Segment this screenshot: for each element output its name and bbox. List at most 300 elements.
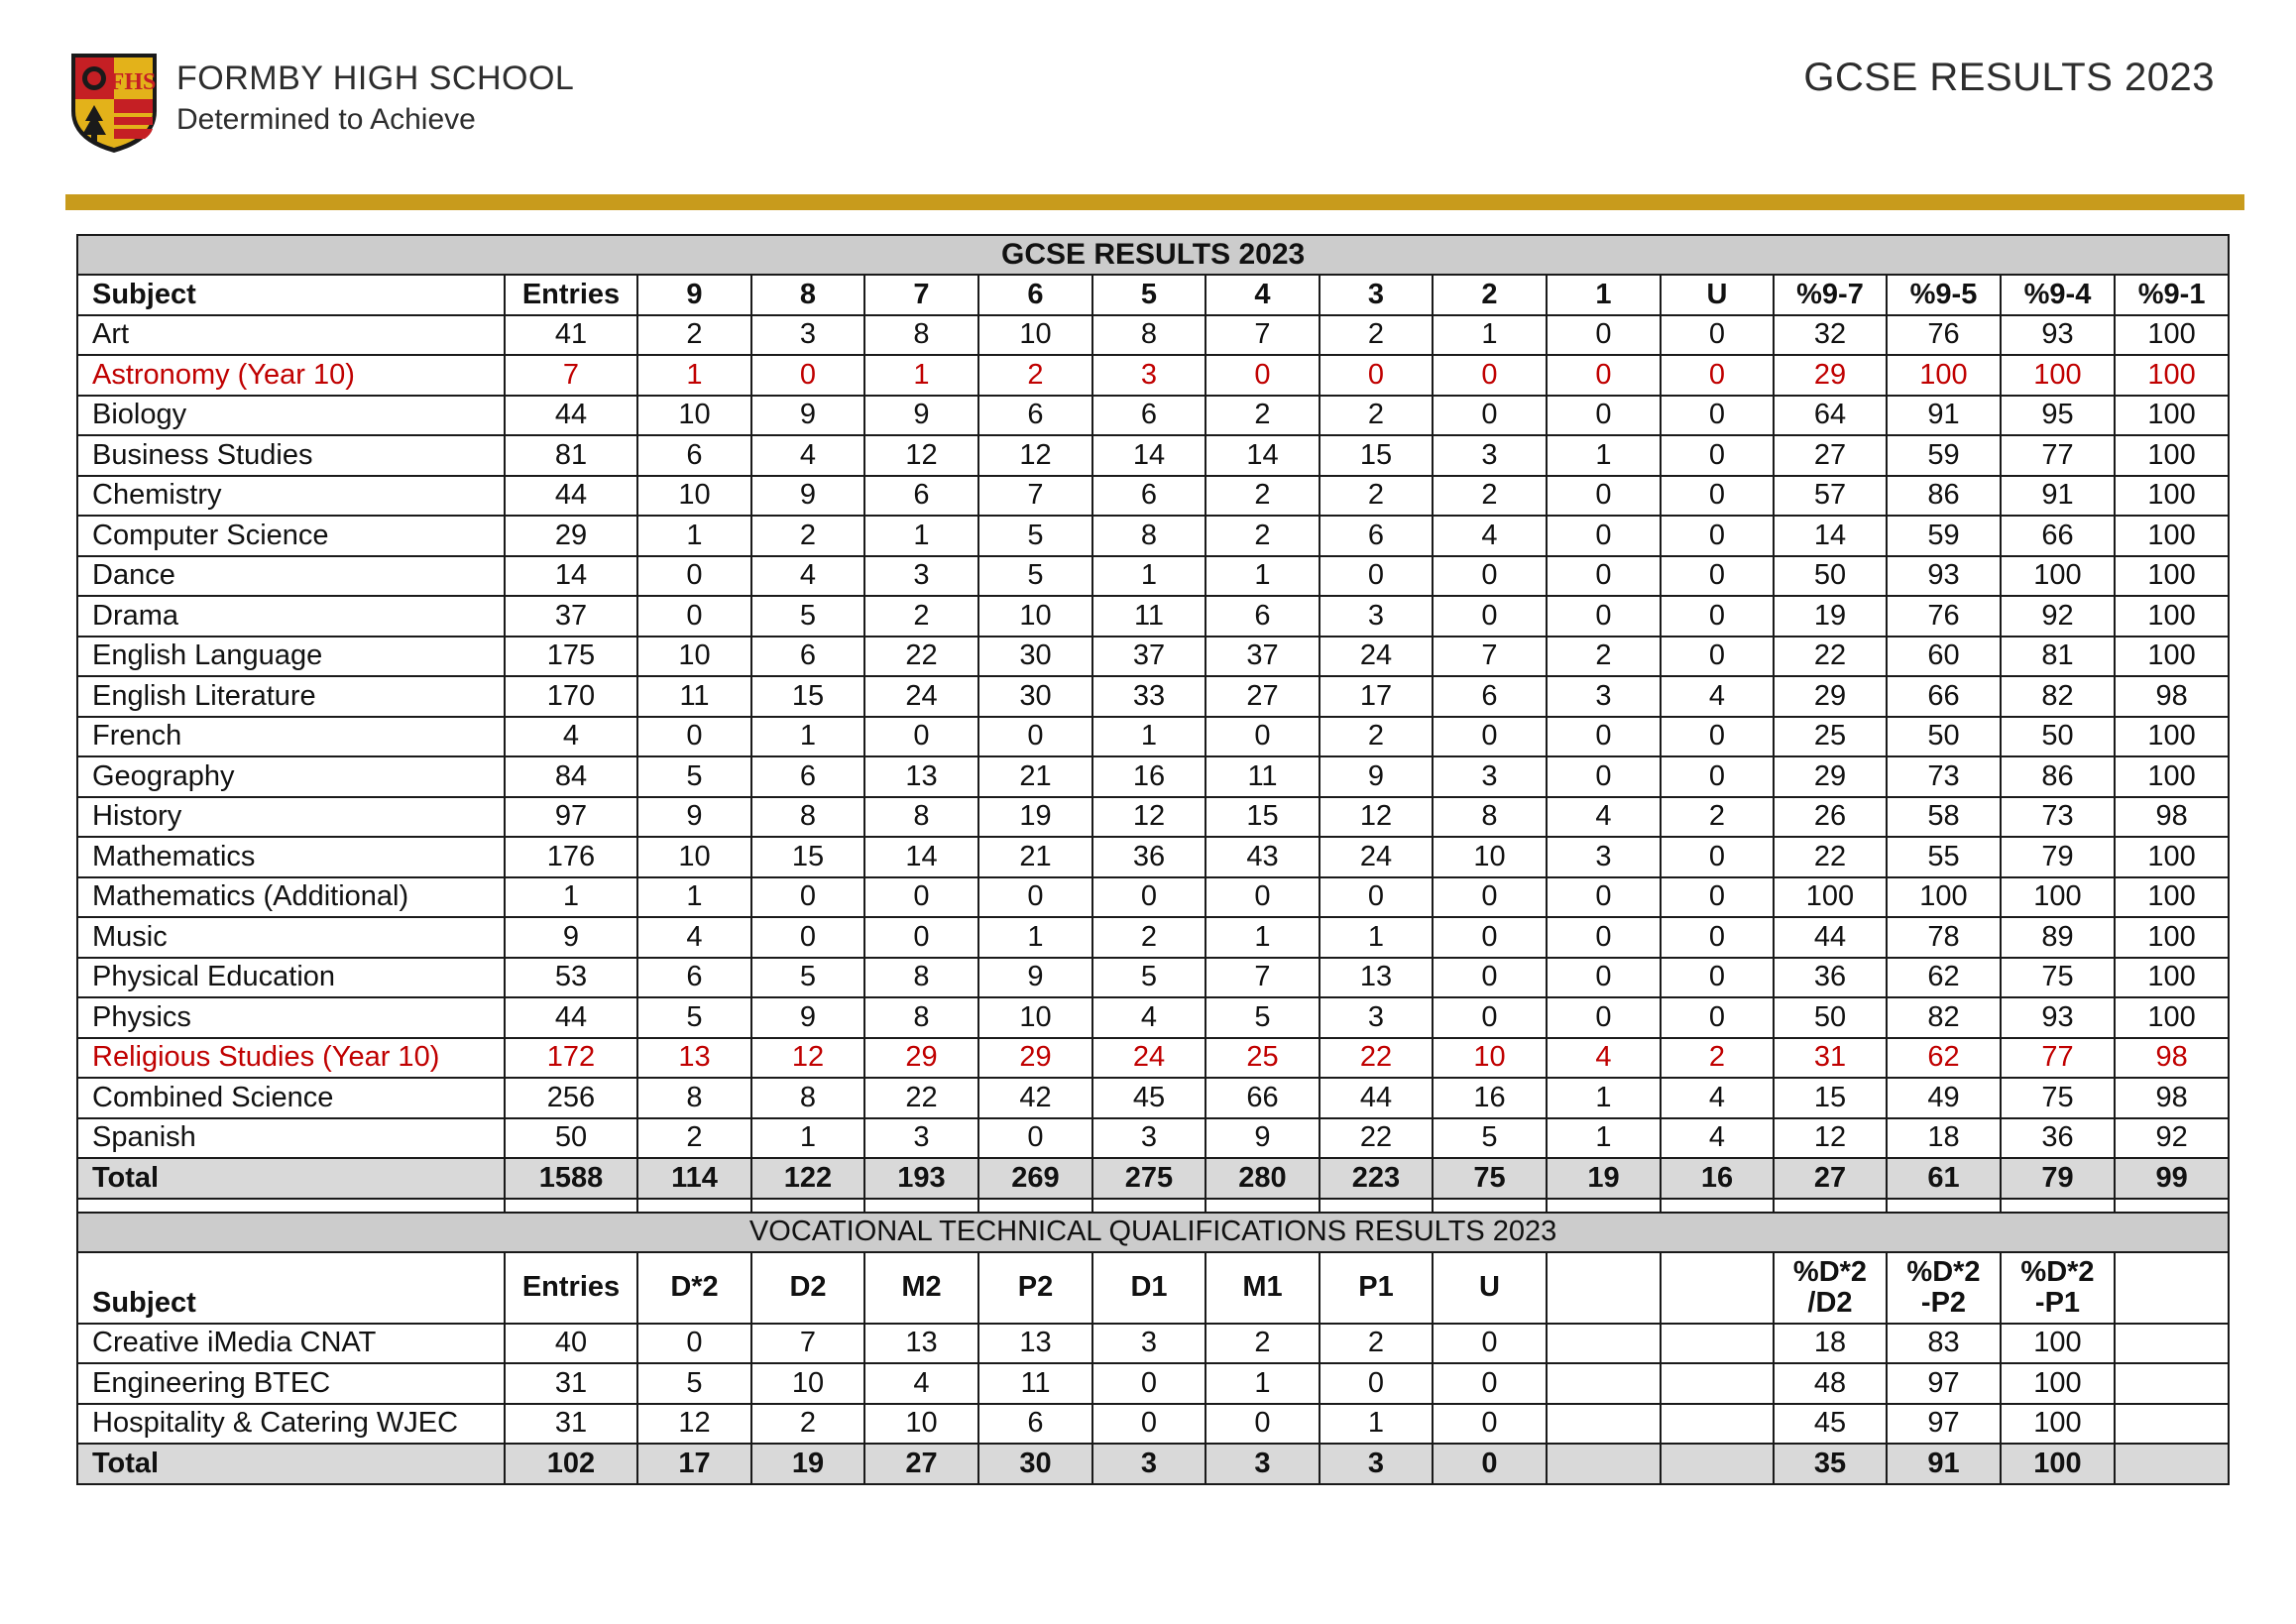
value-cell: 50 <box>1774 556 1887 597</box>
value-cell: 9 <box>505 917 637 958</box>
total-label: Total <box>77 1158 505 1199</box>
table-row <box>77 837 2229 877</box>
school-name: FORMBY HIGH SCHOOL <box>176 59 575 97</box>
subject-cell: Engineering BTEC <box>77 1363 505 1404</box>
value-cell: 8 <box>751 797 864 838</box>
value-cell: 5 <box>637 756 751 797</box>
value-cell: 21 <box>978 837 1092 877</box>
value-cell: 22 <box>1774 637 1887 677</box>
value-cell: 24 <box>1320 637 1433 677</box>
column-header <box>1661 1252 1774 1324</box>
value-cell: 57 <box>1774 476 1887 517</box>
value-cell: 1 <box>864 355 978 396</box>
total-cell: 102 <box>505 1444 637 1484</box>
value-cell: 37 <box>505 596 637 637</box>
table-row <box>77 917 2229 958</box>
value-cell: 0 <box>637 556 751 597</box>
vocational-banner: VOCATIONAL TECHNICAL QUALIFICATIONS RESULTS 2023 <box>77 1213 2229 1252</box>
value-cell: 26 <box>1774 797 1887 838</box>
total-cell: 275 <box>1092 1158 1205 1199</box>
column-header: %9-7 <box>1774 275 1887 315</box>
spacer-cell <box>864 1199 978 1213</box>
value-cell <box>2115 1404 2229 1445</box>
value-cell: 36 <box>1774 958 1887 998</box>
value-cell: 91 <box>1887 396 2001 436</box>
spacer-cell <box>2115 1199 2229 1213</box>
value-cell: 2 <box>1320 476 1433 517</box>
value-cell: 2 <box>751 516 864 556</box>
value-cell: 2 <box>1320 396 1433 436</box>
value-cell: 100 <box>2115 958 2229 998</box>
value-cell: 11 <box>1205 756 1320 797</box>
value-cell: 8 <box>1433 797 1547 838</box>
table-row <box>77 435 2229 476</box>
value-cell: 2 <box>1205 516 1320 556</box>
value-cell: 14 <box>864 837 978 877</box>
value-cell: 0 <box>1433 1404 1547 1445</box>
value-cell: 12 <box>864 435 978 476</box>
value-cell: 0 <box>978 1118 1092 1159</box>
column-header: Entries <box>505 275 637 315</box>
subject-cell: Astronomy (Year 10) <box>77 355 505 396</box>
value-cell: 0 <box>1661 596 1774 637</box>
value-cell: 78 <box>1887 917 2001 958</box>
value-cell: 0 <box>1661 997 1774 1038</box>
spacer-cell <box>1887 1199 2001 1213</box>
value-cell <box>1661 1363 1774 1404</box>
value-cell <box>1661 1404 1774 1445</box>
column-header-line: D1 <box>1130 1271 1168 1304</box>
value-cell: 100 <box>2115 596 2229 637</box>
value-cell: 100 <box>2115 717 2229 757</box>
value-cell: 93 <box>2001 997 2115 1038</box>
value-cell: 2 <box>1205 476 1320 517</box>
value-cell: 3 <box>864 1118 978 1159</box>
value-cell: 0 <box>1433 717 1547 757</box>
value-cell: 0 <box>1661 315 1774 356</box>
value-cell: 0 <box>1320 877 1433 918</box>
spacer-cell <box>1661 1199 1774 1213</box>
value-cell: 12 <box>1320 797 1433 838</box>
value-cell: 59 <box>1887 516 2001 556</box>
column-header <box>1433 1252 1547 1324</box>
gcse-header-row <box>77 275 2229 315</box>
school-crest-icon <box>67 50 161 157</box>
subject-cell: Biology <box>77 396 505 436</box>
value-cell: 3 <box>1320 596 1433 637</box>
value-cell: 76 <box>1887 596 2001 637</box>
value-cell: 36 <box>1092 837 1205 877</box>
column-header <box>505 1252 637 1324</box>
value-cell: 0 <box>1433 1363 1547 1404</box>
value-cell: 44 <box>505 997 637 1038</box>
value-cell: 53 <box>505 958 637 998</box>
value-cell: 1 <box>1205 1363 1320 1404</box>
value-cell: 100 <box>2001 556 2115 597</box>
value-cell: 17 <box>1320 676 1433 717</box>
value-cell: 0 <box>1547 476 1661 517</box>
value-cell: 7 <box>505 355 637 396</box>
value-cell: 0 <box>1661 877 1774 918</box>
value-cell: 45 <box>1774 1404 1887 1445</box>
value-cell: 0 <box>751 877 864 918</box>
value-cell: 100 <box>2115 997 2229 1038</box>
value-cell: 66 <box>1205 1078 1320 1118</box>
value-cell: 0 <box>1547 917 1661 958</box>
table-row <box>77 756 2229 797</box>
spacer-cell <box>1320 1199 1433 1213</box>
value-cell: 81 <box>505 435 637 476</box>
value-cell: 2 <box>1205 1324 1320 1364</box>
value-cell: 40 <box>505 1324 637 1364</box>
subject-cell: Spanish <box>77 1118 505 1159</box>
column-header <box>751 1252 864 1324</box>
value-cell: 8 <box>1092 516 1205 556</box>
value-cell: 9 <box>751 396 864 436</box>
total-cell: 3 <box>1320 1444 1433 1484</box>
value-cell: 4 <box>1547 797 1661 838</box>
header-divider <box>65 194 2244 210</box>
section-spacer <box>77 1199 2229 1213</box>
value-cell: 8 <box>1092 315 1205 356</box>
value-cell: 2 <box>864 596 978 637</box>
total-cell: 280 <box>1205 1158 1320 1199</box>
value-cell: 0 <box>1547 997 1661 1038</box>
value-cell: 73 <box>2001 797 2115 838</box>
results-table <box>76 234 2230 1485</box>
value-cell: 0 <box>978 877 1092 918</box>
value-cell: 6 <box>1092 396 1205 436</box>
subject-cell: Physical Education <box>77 958 505 998</box>
value-cell: 10 <box>1433 1038 1547 1079</box>
value-cell: 100 <box>2115 837 2229 877</box>
value-cell: 5 <box>978 556 1092 597</box>
column-header: %9-5 <box>1887 275 2001 315</box>
value-cell: 42 <box>978 1078 1092 1118</box>
value-cell: 8 <box>864 315 978 356</box>
value-cell: 22 <box>864 1078 978 1118</box>
value-cell: 2 <box>1092 917 1205 958</box>
value-cell: 100 <box>1774 877 1887 918</box>
subject-cell: Religious Studies (Year 10) <box>77 1038 505 1079</box>
value-cell: 24 <box>864 676 978 717</box>
value-cell: 0 <box>1092 1363 1205 1404</box>
subject-cell: Dance <box>77 556 505 597</box>
total-label: Total <box>77 1444 505 1484</box>
value-cell: 0 <box>1661 355 1774 396</box>
value-cell: 24 <box>1092 1038 1205 1079</box>
value-cell: 10 <box>637 476 751 517</box>
value-cell: 0 <box>1661 917 1774 958</box>
value-cell: 83 <box>1887 1324 2001 1364</box>
value-cell: 59 <box>1887 435 2001 476</box>
value-cell: 1 <box>1320 917 1433 958</box>
value-cell: 11 <box>1092 596 1205 637</box>
value-cell: 15 <box>751 837 864 877</box>
value-cell: 14 <box>1774 516 1887 556</box>
table-row <box>77 596 2229 637</box>
value-cell: 92 <box>2115 1118 2229 1159</box>
column-header <box>1774 1252 1887 1324</box>
subject-cell: Mathematics <box>77 837 505 877</box>
value-cell: 0 <box>1433 877 1547 918</box>
value-cell: 15 <box>1205 797 1320 838</box>
value-cell: 31 <box>1774 1038 1887 1079</box>
value-cell: 0 <box>1661 516 1774 556</box>
column-header-line: -P2 <box>1920 1286 1967 1319</box>
value-cell: 2 <box>1433 476 1547 517</box>
value-cell: 97 <box>1887 1363 2001 1404</box>
value-cell: 58 <box>1887 797 2001 838</box>
value-cell: 6 <box>751 637 864 677</box>
value-cell: 1 <box>1433 315 1547 356</box>
value-cell: 66 <box>1887 676 2001 717</box>
value-cell: 86 <box>2001 756 2115 797</box>
column-header-line: U <box>1479 1271 1500 1304</box>
value-cell: 0 <box>1092 877 1205 918</box>
total-cell: 79 <box>2001 1158 2115 1199</box>
value-cell: 0 <box>864 877 978 918</box>
value-cell: 1 <box>1205 917 1320 958</box>
total-cell: 30 <box>978 1444 1092 1484</box>
value-cell: 1 <box>505 877 637 918</box>
column-header <box>1547 1252 1661 1324</box>
value-cell: 2 <box>1661 797 1774 838</box>
subject-cell: English Literature <box>77 676 505 717</box>
value-cell: 11 <box>978 1363 1092 1404</box>
value-cell: 18 <box>1774 1324 1887 1364</box>
value-cell: 44 <box>505 396 637 436</box>
value-cell: 1 <box>1547 1078 1661 1118</box>
value-cell: 22 <box>1320 1118 1433 1159</box>
value-cell: 2 <box>751 1404 864 1445</box>
value-cell: 0 <box>1433 917 1547 958</box>
value-cell: 5 <box>1205 997 1320 1038</box>
vocational-section <box>77 1213 2229 1484</box>
spacer-cell <box>1433 1199 1547 1213</box>
value-cell: 50 <box>1774 997 1887 1038</box>
value-cell: 33 <box>1092 676 1205 717</box>
value-cell: 2 <box>1661 1038 1774 1079</box>
column-header <box>1887 1252 2001 1324</box>
vocational-header-row <box>77 1252 2229 1324</box>
value-cell: 15 <box>751 676 864 717</box>
value-cell: 100 <box>1887 355 2001 396</box>
subject-cell: Hospitality & Catering WJEC <box>77 1404 505 1445</box>
value-cell: 0 <box>1547 877 1661 918</box>
value-cell: 2 <box>1320 1324 1433 1364</box>
value-cell: 6 <box>751 756 864 797</box>
value-cell: 100 <box>2001 355 2115 396</box>
column-header-line: P2 <box>1017 1271 1054 1304</box>
value-cell: 50 <box>1887 717 2001 757</box>
value-cell: 31 <box>505 1363 637 1404</box>
value-cell: 1 <box>637 355 751 396</box>
value-cell: 4 <box>505 717 637 757</box>
value-cell: 0 <box>1661 435 1774 476</box>
value-cell: 73 <box>1887 756 2001 797</box>
value-cell: 0 <box>1661 717 1774 757</box>
value-cell: 3 <box>1320 997 1433 1038</box>
value-cell: 0 <box>751 917 864 958</box>
total-cell: 61 <box>1887 1158 2001 1199</box>
value-cell: 6 <box>1205 596 1320 637</box>
value-cell: 0 <box>637 596 751 637</box>
value-cell: 0 <box>1547 596 1661 637</box>
value-cell: 97 <box>505 797 637 838</box>
value-cell: 12 <box>637 1404 751 1445</box>
value-cell: 49 <box>1887 1078 2001 1118</box>
value-cell: 12 <box>751 1038 864 1079</box>
value-cell: 18 <box>1887 1118 2001 1159</box>
value-cell: 0 <box>1205 717 1320 757</box>
column-header: 8 <box>751 275 864 315</box>
total-cell: 17 <box>637 1444 751 1484</box>
value-cell: 30 <box>978 676 1092 717</box>
value-cell: 0 <box>1661 837 1774 877</box>
total-cell <box>1547 1444 1661 1484</box>
value-cell: 6 <box>864 476 978 517</box>
subject-cell: Mathematics (Additional) <box>77 877 505 918</box>
total-cell: 3 <box>1092 1444 1205 1484</box>
subject-cell: English Language <box>77 637 505 677</box>
spacer-cell <box>77 1199 505 1213</box>
total-cell: 193 <box>864 1158 978 1199</box>
value-cell: 1 <box>751 1118 864 1159</box>
value-cell: 0 <box>1433 958 1547 998</box>
table-row <box>77 958 2229 998</box>
value-cell: 13 <box>864 756 978 797</box>
value-cell: 82 <box>1887 997 2001 1038</box>
table-row <box>77 797 2229 838</box>
value-cell: 9 <box>751 997 864 1038</box>
value-cell: 3 <box>1433 756 1547 797</box>
value-cell: 22 <box>1774 837 1887 877</box>
gcse-section <box>77 235 2229 1199</box>
subject-cell: History <box>77 797 505 838</box>
column-header-line: /D2 <box>1807 1286 1853 1319</box>
value-cell: 0 <box>1547 717 1661 757</box>
value-cell: 13 <box>978 1324 1092 1364</box>
vocational-total-row <box>77 1444 2229 1484</box>
value-cell: 19 <box>1774 596 1887 637</box>
column-header <box>637 1252 751 1324</box>
value-cell: 6 <box>1320 516 1433 556</box>
total-cell: 100 <box>2001 1444 2115 1484</box>
value-cell: 2 <box>637 1118 751 1159</box>
value-cell: 98 <box>2115 1038 2229 1079</box>
value-cell <box>1661 1324 1774 1364</box>
spacer-cell <box>2001 1199 2115 1213</box>
total-cell <box>2115 1444 2229 1484</box>
value-cell: 10 <box>864 1404 978 1445</box>
value-cell: 45 <box>1092 1078 1205 1118</box>
value-cell: 5 <box>978 516 1092 556</box>
value-cell: 2 <box>978 355 1092 396</box>
subject-cell: Business Studies <box>77 435 505 476</box>
value-cell: 13 <box>864 1324 978 1364</box>
column-header-line: Entries <box>521 1271 621 1304</box>
value-cell: 84 <box>505 756 637 797</box>
value-cell: 62 <box>1887 1038 2001 1079</box>
value-cell: 3 <box>751 315 864 356</box>
spacer-cell <box>751 1199 864 1213</box>
total-cell: 0 <box>1433 1444 1547 1484</box>
column-header-line: M2 <box>901 1271 942 1304</box>
column-header-line: Subject <box>92 1287 196 1320</box>
value-cell: 2 <box>1205 396 1320 436</box>
spacer-cell <box>1547 1199 1661 1213</box>
column-header: U <box>1661 275 1774 315</box>
subject-cell: Creative iMedia CNAT <box>77 1324 505 1364</box>
value-cell: 9 <box>751 476 864 517</box>
value-cell: 0 <box>1205 1404 1320 1445</box>
column-header: 4 <box>1205 275 1320 315</box>
value-cell: 4 <box>637 917 751 958</box>
table-row <box>77 1404 2229 1445</box>
value-cell: 22 <box>1320 1038 1433 1079</box>
value-cell: 0 <box>637 1324 751 1364</box>
value-cell: 1 <box>1547 435 1661 476</box>
value-cell: 0 <box>1433 355 1547 396</box>
value-cell: 100 <box>1887 877 2001 918</box>
value-cell: 1 <box>751 717 864 757</box>
value-cell: 81 <box>2001 637 2115 677</box>
value-cell: 0 <box>1205 877 1320 918</box>
table-row <box>77 355 2229 396</box>
value-cell: 0 <box>1092 1404 1205 1445</box>
value-cell: 1 <box>637 516 751 556</box>
value-cell: 0 <box>1547 355 1661 396</box>
column-header <box>864 1252 978 1324</box>
value-cell: 3 <box>1092 1324 1205 1364</box>
value-cell: 6 <box>637 435 751 476</box>
crest-monogram: FHS <box>109 69 157 95</box>
value-cell: 10 <box>637 837 751 877</box>
column-header <box>1205 1252 1320 1324</box>
value-cell: 8 <box>864 958 978 998</box>
value-cell: 89 <box>2001 917 2115 958</box>
value-cell: 29 <box>864 1038 978 1079</box>
value-cell: 14 <box>505 556 637 597</box>
value-cell: 100 <box>2115 355 2229 396</box>
value-cell: 10 <box>751 1363 864 1404</box>
value-cell: 0 <box>1433 1324 1547 1364</box>
value-cell: 0 <box>1433 396 1547 436</box>
value-cell: 14 <box>1092 435 1205 476</box>
value-cell: 86 <box>1887 476 2001 517</box>
value-cell: 37 <box>1205 637 1320 677</box>
value-cell: 22 <box>864 637 978 677</box>
value-cell: 0 <box>1433 997 1547 1038</box>
value-cell: 100 <box>2001 877 2115 918</box>
value-cell: 6 <box>978 1404 1092 1445</box>
value-cell <box>2115 1363 2229 1404</box>
subject-cell: Physics <box>77 997 505 1038</box>
value-cell: 14 <box>1205 435 1320 476</box>
value-cell: 12 <box>978 435 1092 476</box>
value-cell: 172 <box>505 1038 637 1079</box>
column-header: 9 <box>637 275 751 315</box>
total-cell: 35 <box>1774 1444 1887 1484</box>
value-cell: 10 <box>637 396 751 436</box>
column-header-line: %D*2 <box>1792 1256 1868 1289</box>
value-cell: 0 <box>1661 396 1774 436</box>
value-cell: 7 <box>1205 315 1320 356</box>
value-cell: 4 <box>864 1363 978 1404</box>
gcse-total-row <box>77 1158 2229 1199</box>
total-cell: 114 <box>637 1158 751 1199</box>
